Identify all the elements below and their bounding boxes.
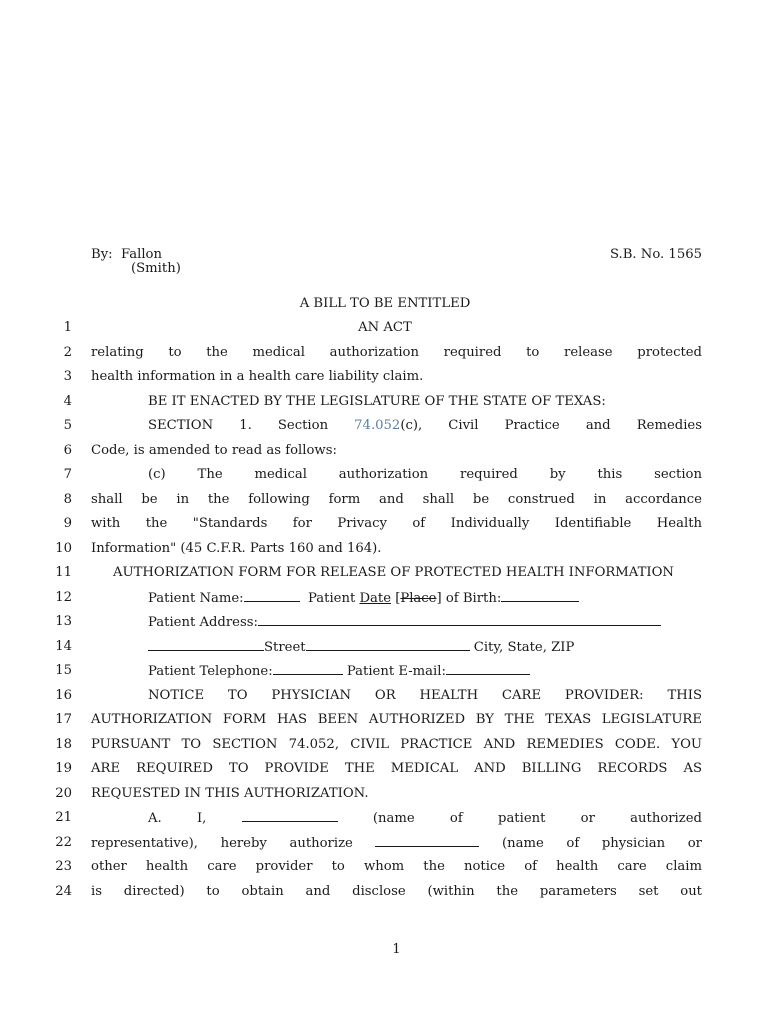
line-number: 4 bbox=[63, 394, 72, 409]
line-number: 21 bbox=[55, 810, 72, 825]
enacting-clause: BE IT ENACTED BY THE LEGISLATURE OF THE STATE OF TEXAS: bbox=[148, 394, 606, 409]
birth-blank bbox=[501, 590, 579, 602]
notice-line: PURSUANT TO SECTION 74.052, CIVIL PRACTICE AND REMEDIES CODE. YOU bbox=[91, 737, 702, 752]
telephone-blank bbox=[273, 663, 343, 675]
patient-address-line: Patient Address: bbox=[91, 614, 702, 630]
line-number: 15 bbox=[55, 663, 72, 678]
text-line: Code, is amended to read as follows: bbox=[91, 443, 337, 458]
line-number: 7 bbox=[63, 467, 72, 482]
line-number: 8 bbox=[63, 492, 72, 507]
authorization-line: representative), hereby authorize (name of physician or bbox=[91, 836, 702, 851]
section-heading-line: SECTION 1. Section 74.052(c), Civil Practice and Remedies bbox=[148, 418, 702, 433]
line-number: 12 bbox=[55, 590, 72, 605]
deleted-text: Place bbox=[400, 591, 437, 606]
line-number: 9 bbox=[63, 516, 72, 531]
text-line: health information in a health care liability claim. bbox=[91, 369, 424, 384]
line-number: 22 bbox=[55, 835, 72, 850]
street-blank bbox=[148, 639, 264, 651]
line-number: 10 bbox=[55, 541, 72, 556]
line-number: 17 bbox=[55, 712, 72, 727]
provider-name-blank bbox=[375, 835, 479, 847]
street-city-line: Street City, State, ZIP bbox=[91, 639, 702, 655]
line-number: 13 bbox=[55, 614, 72, 629]
sponsor-label: By: Fallon bbox=[91, 247, 162, 262]
line-number: 14 bbox=[55, 639, 72, 654]
line-number: 11 bbox=[55, 565, 72, 580]
text-line: (c) The medical authorization required by this section bbox=[148, 467, 702, 482]
line-number: 23 bbox=[55, 859, 72, 874]
text-line: other health care provider to whom the notice of health care claim bbox=[91, 859, 702, 874]
line-number: 19 bbox=[55, 761, 72, 776]
act-heading: AN ACT bbox=[358, 320, 412, 335]
line-number: 5 bbox=[63, 418, 72, 433]
authorization-line: A. I, (name of patient or authorized bbox=[148, 811, 702, 826]
bill-caption: A BILL TO BE ENTITLED bbox=[299, 296, 471, 311]
notice-line: REQUESTED IN THIS AUTHORIZATION. bbox=[91, 786, 369, 801]
coauthor-name: (Smith) bbox=[131, 261, 181, 276]
notice-line: AUTHORIZATION FORM HAS BEEN AUTHORIZED BY THE TEXAS LEGISLATURE bbox=[91, 712, 702, 727]
statute-link[interactable]: 74.052 bbox=[354, 418, 401, 433]
patient-name-blank bbox=[244, 590, 300, 602]
page-number: 1 bbox=[392, 942, 401, 957]
text-line: Information" (45 C.F.R. Parts 160 and 164). bbox=[91, 541, 382, 556]
line-number: 1 bbox=[63, 320, 72, 335]
line-number: 2 bbox=[63, 345, 72, 360]
telephone-email-line: Patient Telephone: Patient E-mail: bbox=[91, 663, 702, 679]
line-number: 18 bbox=[55, 737, 72, 752]
bill-number: S.B. No. 1565 bbox=[609, 247, 702, 262]
city-blank bbox=[306, 639, 470, 651]
patient-name-line: Patient Name: Patient Date [Place] of Birth: bbox=[91, 590, 702, 606]
notice-line: NOTICE TO PHYSICIAN OR HEALTH CARE PROVIDER: THIS bbox=[148, 688, 702, 703]
patient-name-blank bbox=[242, 810, 338, 822]
email-blank bbox=[446, 663, 530, 675]
author-name: Fallon bbox=[120, 247, 162, 262]
line-number: 6 bbox=[63, 443, 72, 458]
form-title: AUTHORIZATION FORM FOR RELEASE OF PROTECTED HEALTH INFORMATION bbox=[113, 565, 674, 580]
line-number: 16 bbox=[55, 688, 72, 703]
line-number: 24 bbox=[55, 884, 72, 899]
text-line: is directed) to obtain and disclose (within the parameters set out bbox=[91, 884, 702, 899]
text-line: relating to the medical authorization required to release protected bbox=[91, 345, 702, 360]
inserted-text: Date bbox=[359, 591, 391, 606]
text-line: shall be in the following form and shall be construed in accordance bbox=[91, 492, 702, 507]
address-blank bbox=[258, 614, 661, 626]
line-number: 3 bbox=[63, 369, 72, 384]
notice-line: ARE REQUIRED TO PROVIDE THE MEDICAL AND BILLING RECORDS AS bbox=[91, 761, 702, 776]
text-line: with the "Standards for Privacy of Individually Identifiable Health bbox=[91, 516, 702, 531]
line-number: 20 bbox=[55, 786, 72, 801]
